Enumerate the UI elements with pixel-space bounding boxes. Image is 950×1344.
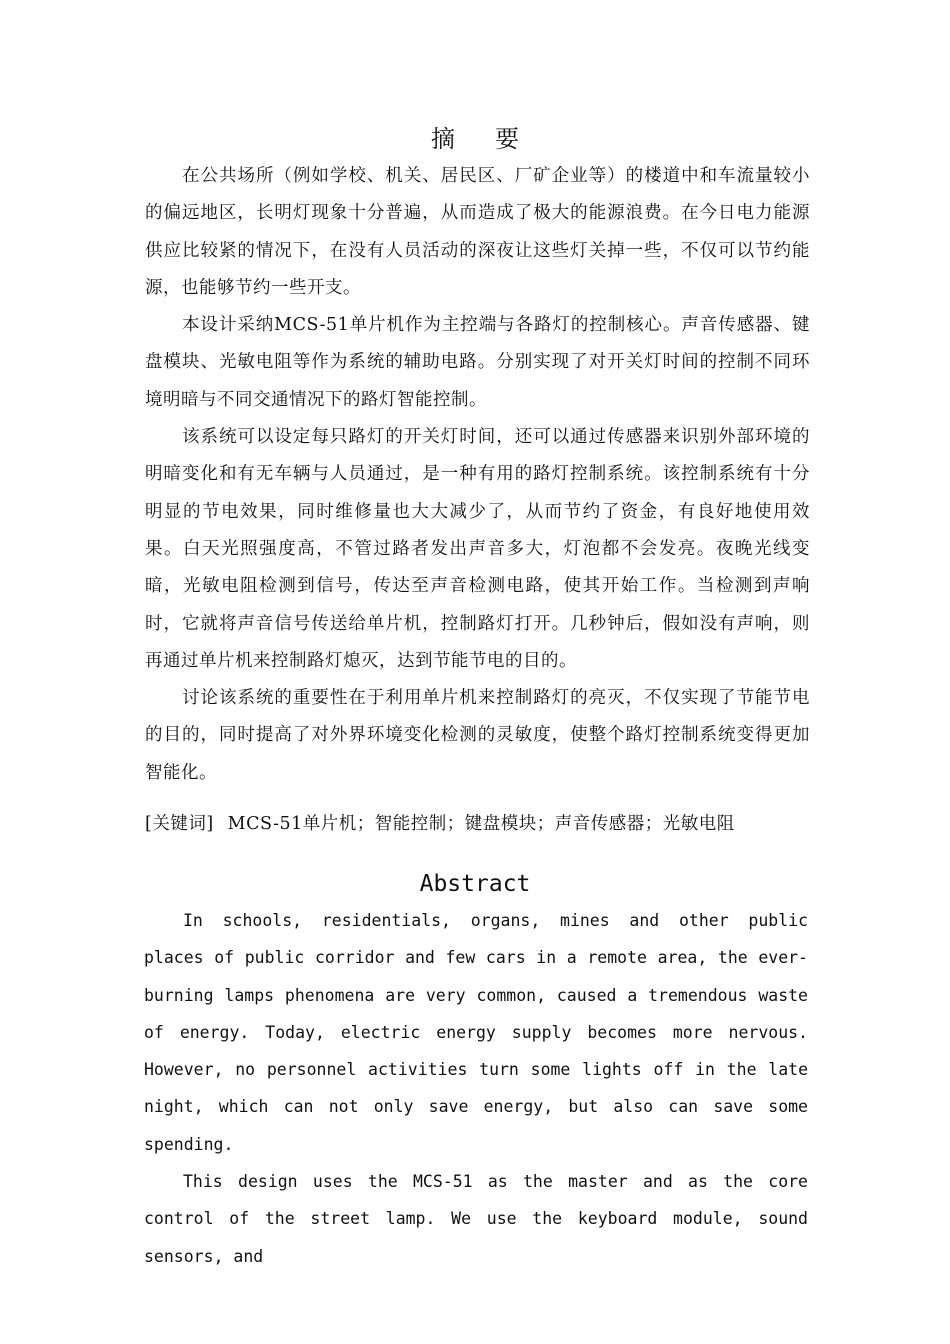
chinese-paragraph-4: 讨论该系统的重要性在于利用单片机来控制路灯的亮灭，不仅实现了节能节电的目的，同时提高了对外界环境变化检测的灵敏度，使整个路灯控制系统变得更加智能化。	[145, 688, 810, 783]
keywords-line	[145, 808, 810, 840]
keywords-text: MCS-51单片机；智能控制；键盘模块；声音传感器；光敏电阻	[227, 814, 735, 834]
english-paragraph-1: In schools, residentials, organs, mines and other public places of public corridor and few cars in a remote area, the ever-burning lamps phenomena are very common, caused a tremendous waste of energy. Today, electric energy supply becomes more nervous. However, no personnel activities turn some lights off in the late night, which can not only save energy, but also can save some spending.	[144, 911, 808, 1154]
chinese-abstract-body	[145, 158, 810, 792]
chinese-paragraph-3: 该系统可以设定每只路灯的开关灯时间，还可以通过传感器来识别外部环境的明暗变化和有无车辆与人员通过，是一种有用的路灯控制系统。该控制系统有十分明显的节电效果，同时维修量也大大减少了，从而节约了资金，有良好地使用效果。白天光照强度高，不管过路者发出声音多大，灯泡都不会发亮。夜晚光线变暗，光敏电阻检测到信号，传达至声音检测电路，使其开始工作。当检测到声响时，它就将声音信号传送给单片机，控制路灯打开。几秒钟后，假如没有声响，则再通过单片机来控制路灯熄灭，达到节能节电的目的。	[145, 427, 810, 671]
keywords-label: [关键词]	[145, 814, 214, 834]
chinese-abstract-title: 摘要	[431, 125, 559, 153]
english-abstract-title: Abstract	[419, 871, 531, 897]
chinese-paragraph-2: 本设计采纳MCS-51单片机作为主控端与各路灯的控制核心。声音传感器、键盘模块、光敏电阻等作为系统的辅助电路。分别实现了对开关灯时间的控制不同环境明暗与不同交通情况下的路灯智能控制。	[145, 315, 810, 410]
english-paragraph-2: This design uses the MCS-51 as the master and as the core control of the street lamp. We use the keyboard module, sound sensors, and	[144, 1172, 808, 1266]
english-abstract-body	[144, 902, 808, 1275]
chinese-paragraph-1: 在公共场所（例如学校、机关、居民区、厂矿企业等）的楼道中和车流量较小的偏远地区，长明灯现象十分普遍，从而造成了极大的能源浪费。在今日电力能源供应比较紧的情况下，在没有人员活动的深夜让这些灯关掉一些，不仅可以节约能源，也能够节约一些开支。	[145, 166, 810, 298]
